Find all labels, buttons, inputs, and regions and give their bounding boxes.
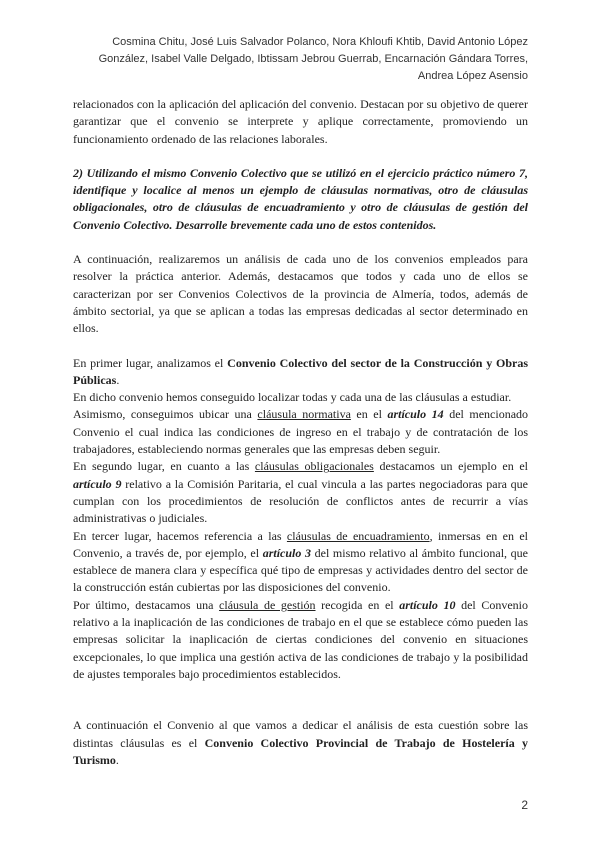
- term-clausulas-obligacionales: cláusulas obligacionales: [254, 459, 374, 474]
- text: .: [116, 372, 120, 387]
- text: A continuación el Convenio al que vamos a dedicar el análisis de esta cuestión sobre las distintas cláusulas es el: [73, 718, 528, 750]
- paragraph-continuation: relacionados con la aplicación del aplicación del convenio. Destacan por su objetivo de querer garantizar que el convenio se interprete y aplique correctamente, promoviendo un funcionamiento ordenado de las relaciones laborales.: [73, 97, 528, 146]
- authors-line-2: González, Isabel Valle Delgado, Ibtissam Jebrou Guerrab, Encarnación Gándara Torres,: [98, 53, 528, 65]
- text: destacamos un ejemplo en el: [373, 459, 528, 474]
- paragraph-hosteleria: [73, 717, 528, 769]
- page-number: 2: [521, 798, 528, 812]
- convenio-title-hosteleria: Convenio Colectivo Provincial de Trabajo de Hostelería y Turismo: [73, 735, 528, 767]
- text: en el: [350, 407, 388, 422]
- paragraph-intro: A continuación, realizaremos un análisis de cada uno de los convenios empleados para resolver la práctica anterior. Además, destacamos que todos y cada uno de ellos se caracterizan por ser Convenios Colectivos de la provincia de Almería, todos, además de ámbito sectorial, ya que se aplican a todas las empresas dedicadas al sector determinado en ellos.: [73, 252, 528, 336]
- paragraph-construction: [73, 355, 528, 390]
- text: del Convenio relativo a la inaplicación de las condiciones de trabajo en el que se establece cómo pueden las empresas solicitar la inaplicación de ciertas condiciones del convenio en situaciones excepcionales, lo que implica una gestión activa de las condiciones de trabajo y la posibilidad de ajustes temporales bajo procedimientos establecidos.: [73, 597, 529, 681]
- term-clausulas-encuadramiento: cláusulas de encuadramiento: [286, 528, 430, 543]
- text: Por último, destacamos una: [73, 597, 220, 612]
- text: del mismo relativo al ámbito funcional, que establece de manera clara y específica qué tipo de empresas y actividades dentro del sector de la construcción están cubiertas por las disposiciones del convenio.: [73, 545, 529, 595]
- text: En tercer lugar, hacemos referencia a las: [73, 528, 287, 543]
- article-ref: artículo 3: [262, 545, 311, 560]
- text: En segundo lugar, en cuanto a las: [73, 459, 255, 474]
- article-ref: artículo 14: [387, 407, 444, 422]
- term-clausula-normativa: cláusula normativa: [257, 407, 351, 422]
- convenio-title-construction: Convenio Colectivo del sector de la Construcción y Obras Públicas: [73, 355, 529, 387]
- exercise-question: 2) Utilizando el mismo Convenio Colectivo que se utilizó en el ejercicio práctico número 7, identifique y localice al menos un ejemplo de cláusulas normativas, otro de cláusulas obligacionales, otro de cláusulas de encuadramiento y otro de cláusulas de gestión del Convenio Colectivo. Desarrolle brevemente cada uno de estos contenidos.: [73, 165, 528, 232]
- authors-line-3: Andrea López Asensio: [417, 70, 528, 82]
- text: Asimismo, conseguimos ubicar una: [73, 407, 258, 422]
- document-body: [73, 96, 528, 769]
- paragraph-normativa: [73, 406, 528, 458]
- paragraph-localize: En dicho convenio hemos conseguido localizar todas y cada una de las cláusulas a estudiar.: [73, 390, 512, 405]
- paragraph-obligacionales: [73, 458, 528, 527]
- text: .: [115, 752, 119, 767]
- term-clausula-gestion: cláusula de gestión: [219, 597, 316, 612]
- page-header: [68, 34, 528, 85]
- text: del mencionado Convenio el cual indica las condiciones de ingreso en el trabajo y de contratación de los trabajadores, estableciendo normas generales que las empresas deben seguir.: [73, 407, 529, 457]
- article-ref: artículo 10: [399, 597, 456, 612]
- paragraph-encuadramiento: [73, 528, 528, 597]
- text: relativo a la Comisión Paritaria, el cual vincula a las partes negociadoras para que cumplan con los procedimientos de resolución de conflictos antes de recurrir a vías administrativas o judiciales.: [73, 476, 529, 526]
- text: , inmersas en en el Convenio, a través de, por ejemplo, el: [73, 528, 528, 560]
- text: En primer lugar, analizamos el: [73, 355, 228, 370]
- article-ref: artículo 9: [73, 476, 122, 491]
- authors-line-1: Cosmina Chitu, José Luis Salvador Polanco, Nora Khloufi Khtib, David Antonio López: [112, 36, 528, 48]
- paragraph-gestion: [73, 597, 528, 683]
- text: recogida en el: [315, 597, 400, 612]
